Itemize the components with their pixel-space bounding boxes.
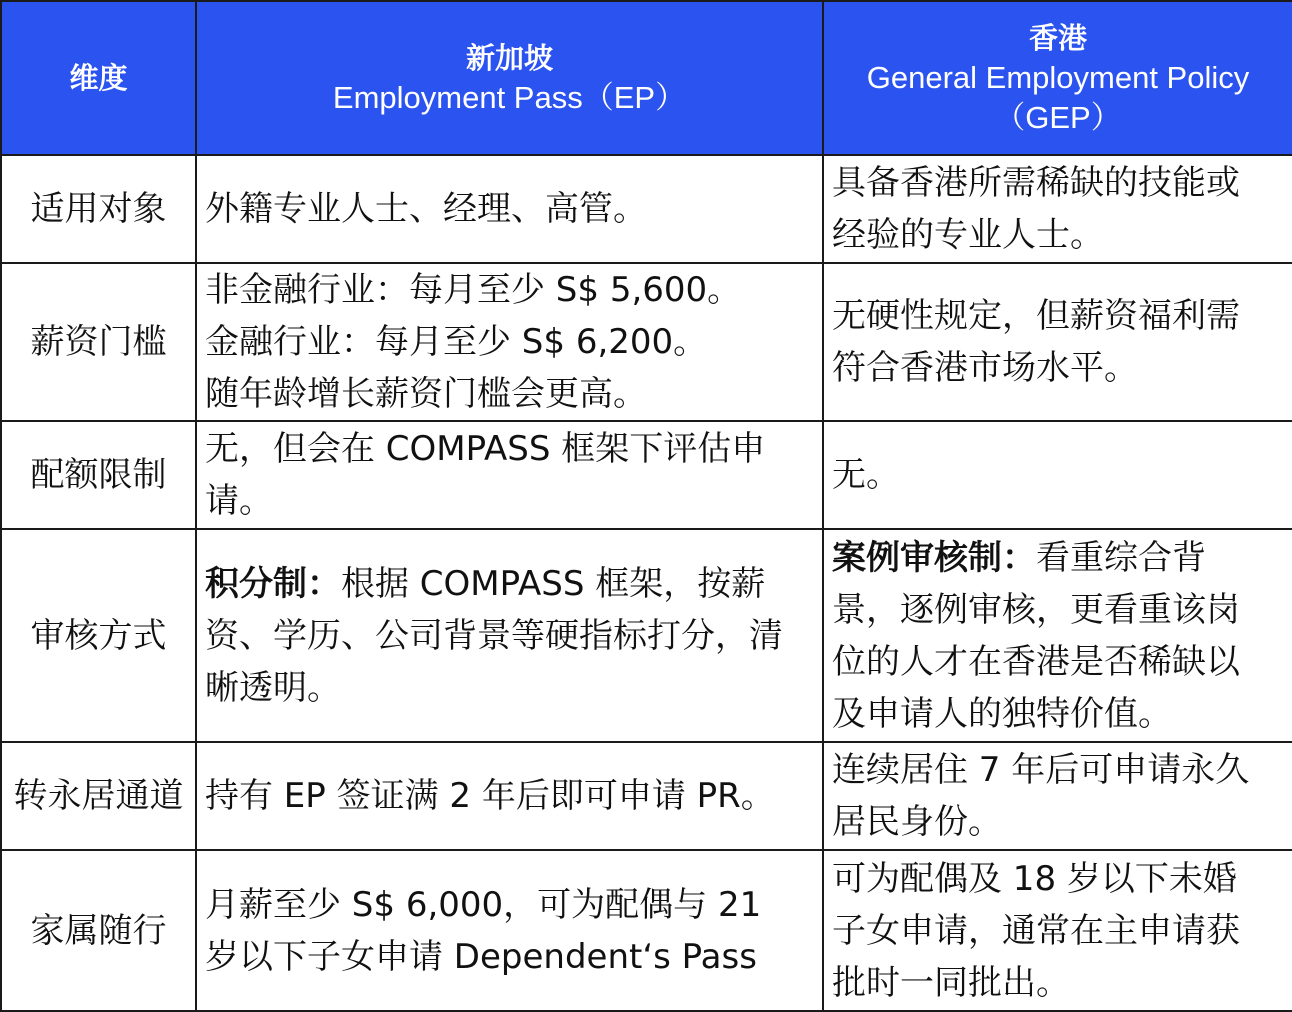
cell-text: 景，逐例审核，更看重该岗 [832, 589, 1240, 630]
cell-text: 无硬性规定，但薪资福利需 [832, 296, 1240, 336]
hongkong-cell [823, 850, 1292, 1011]
hongkong-cell [823, 155, 1292, 263]
singapore-cell [196, 742, 823, 850]
table-row [1, 850, 1292, 1011]
cell-text: 及申请人的独特价值。 [832, 693, 1172, 734]
table-row [1, 742, 1292, 850]
dimension-cell: 审核方式 [1, 529, 196, 742]
singapore-cell [196, 529, 823, 742]
hongkong-cell [823, 529, 1292, 742]
cell-text: 资、学历、公司背景等硬指标打分，清 [205, 615, 783, 656]
cell-text: 可为配偶及 18 岁以下未婚 [832, 858, 1237, 899]
singapore-cell [196, 850, 823, 1011]
cell-text: 随年龄增长薪资门槛会更高。 [205, 374, 647, 414]
table-row [1, 155, 1292, 263]
dimension-cell: 适用对象 [1, 155, 196, 263]
cell-text: 经验的专业人士。 [832, 215, 1104, 255]
cell-text: 位的人才在香港是否稀缺以 [832, 641, 1240, 682]
cell-text: 子女申请，通常在主申请获 [832, 910, 1240, 951]
header-singapore [196, 1, 823, 155]
cell-text: 请。 [205, 481, 273, 521]
cell-text [205, 558, 814, 610]
header-hongkong-abbr: （GEP） [994, 100, 1122, 135]
bold-prefix: 积分制： [205, 563, 341, 604]
cell-text-rest: 看重综合背 [1036, 537, 1206, 578]
header-hongkong-sub: General Employment Policy [866, 60, 1250, 95]
cell-text-rest: 根据 COMPASS 框架，按薪 [341, 563, 766, 604]
dimension-cell: 转永居通道 [1, 742, 196, 850]
cell-text: 非金融行业：每月至少 S$ 5,600。 [205, 270, 742, 310]
cell-text: 持有 EP 签证满 2 年后即可申请 PR。 [205, 776, 775, 816]
singapore-cell [196, 421, 823, 529]
cell-text: 符合香港市场水平。 [832, 348, 1138, 388]
cell-text [832, 532, 1284, 584]
cell-text: 连续居住 7 年后可申请永久 [832, 750, 1250, 790]
cell-text: 无，但会在 COMPASS 框架下评估申 [205, 429, 766, 469]
header-hongkong [823, 1, 1292, 155]
cell-text: 月薪至少 S$ 6,000，可为配偶与 21 [205, 884, 762, 925]
header-dimension [1, 1, 196, 155]
cell-text: 岁以下子女申请 Dependent‘s Pass [205, 936, 757, 977]
singapore-cell [196, 155, 823, 263]
table-row [1, 263, 1292, 421]
cell-text: 居民身份。 [832, 802, 1002, 842]
cell-text: 外籍专业人士、经理、高管。 [205, 189, 647, 229]
header-hongkong-label: 香港 [1028, 21, 1087, 55]
cell-text: 晰透明。 [205, 667, 341, 708]
dimension-cell: 薪资门槛 [1, 263, 196, 421]
header-dimension-label: 维度 [69, 61, 128, 95]
header-singapore-label: 新加坡 [465, 41, 553, 75]
dimension-cell: 家属随行 [1, 850, 196, 1011]
cell-text: 批时一同批出。 [832, 962, 1070, 1003]
header-singapore-sub: Employment Pass（EP） [332, 80, 687, 115]
cell-text: 具备香港所需稀缺的技能或 [832, 163, 1240, 203]
hongkong-cell [823, 263, 1292, 421]
cell-text: 无。 [832, 455, 900, 495]
cell-text: 金融行业：每月至少 S$ 6,200。 [205, 322, 708, 362]
header-row [1, 1, 1292, 155]
bold-prefix: 案例审核制： [832, 537, 1036, 578]
hongkong-cell [823, 742, 1292, 850]
hongkong-cell [823, 421, 1292, 529]
dimension-cell: 配额限制 [1, 421, 196, 529]
table-row [1, 529, 1292, 742]
table-row [1, 421, 1292, 529]
singapore-cell [196, 263, 823, 421]
